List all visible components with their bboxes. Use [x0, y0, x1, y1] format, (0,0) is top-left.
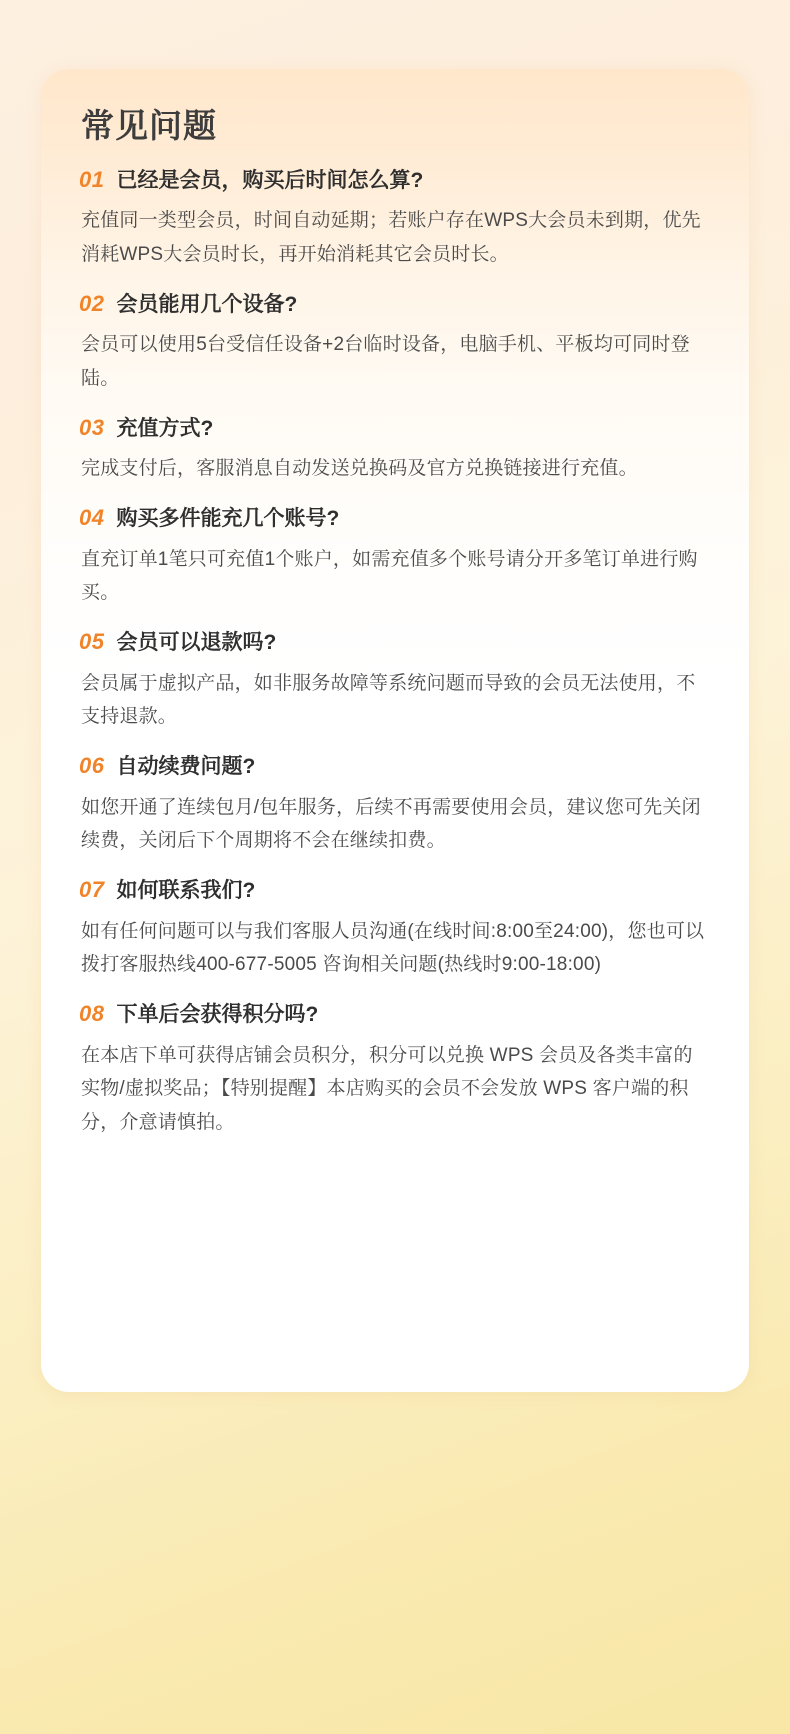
faq-question-row: [79, 752, 711, 781]
faq-answer: 如有任何问题可以与我们客服人员沟通(在线时间:8:00至24:00)，您也可以拨打客服热线400-677-5005 咨询相关问题(热线时9:00-18:00): [81, 920, 705, 976]
faq-question-row: [79, 628, 711, 657]
faq-question-row: [79, 1000, 711, 1029]
faq-item-02: [79, 290, 711, 396]
faq-question: 充值方式?: [116, 416, 214, 440]
faq-number: 08: [79, 1001, 105, 1027]
faq-question-row: [79, 504, 711, 533]
faq-question: 购买多件能充几个账号?: [116, 507, 340, 531]
faq-question: 下单后会获得积分吗?: [116, 1003, 319, 1027]
faq-answer: 完成支付后，客服消息自动发送兑换码及官方兑换链接进行充值。: [81, 458, 638, 480]
faq-answer: 会员属于虚拟产品，如非服务故障等系统问题而导致的会员无法使用，不支持退款。: [81, 672, 696, 728]
faq-item-06: [79, 752, 711, 858]
faq-question: 如何联系我们?: [116, 879, 256, 903]
faq-question: 会员能用几个设备?: [116, 292, 298, 316]
faq-number: 07: [79, 877, 105, 903]
faq-number: 02: [79, 290, 105, 316]
faq-answer: 会员可以使用5台受信任设备+2台临时设备，电脑手机、平板均可同时登陆。: [81, 334, 690, 390]
faq-card: [41, 69, 749, 1392]
faq-item-08: [79, 1000, 711, 1140]
faq-number: 05: [79, 629, 105, 655]
faq-item-01: [79, 166, 711, 272]
faq-answer: 充值同一类型会员，时间自动延期；若账户存在WPS大会员未到期，优先消耗WPS大会员时长，再开始消耗其它会员时长。: [81, 210, 701, 266]
faq-question-row: [79, 876, 711, 905]
faq-question-row: [79, 166, 711, 195]
faq-number: 06: [79, 753, 105, 779]
faq-answer: 如您开通了连续包月/包年服务，后续不再需要使用会员，建议您可先关闭续费，关闭后下个周期将不会在继续扣费。: [81, 796, 701, 852]
faq-item-03: [79, 414, 711, 486]
faq-item-07: [79, 876, 711, 982]
faq-question-row: [79, 414, 711, 443]
faq-number: 01: [79, 166, 105, 192]
faq-item-04: [79, 504, 711, 610]
faq-question-row: [79, 290, 711, 319]
faq-card-content: [41, 69, 749, 1176]
faq-answer: 直充订单1笔只可充值1个账户，如需充值多个账号请分开多笔订单进行购买。: [81, 548, 698, 604]
faq-question: 已经是会员，购买后时间怎么算?: [116, 168, 424, 192]
faq-number: 03: [79, 414, 105, 440]
page-title: 常见问题: [81, 107, 217, 144]
faq-number: 04: [79, 505, 105, 531]
faq-question: 自动续费问题?: [116, 755, 256, 779]
faq-question: 会员可以退款吗?: [116, 631, 277, 655]
faq-answer: 在本店下单可获得店铺会员积分，积分可以兑换 WPS 会员及各类丰富的实物/虚拟奖品；【特别提醒】本店购买的会员不会发放 WPS 客户端的积分，介意请慎拍。: [81, 1044, 693, 1134]
faq-item-05: [79, 628, 711, 734]
